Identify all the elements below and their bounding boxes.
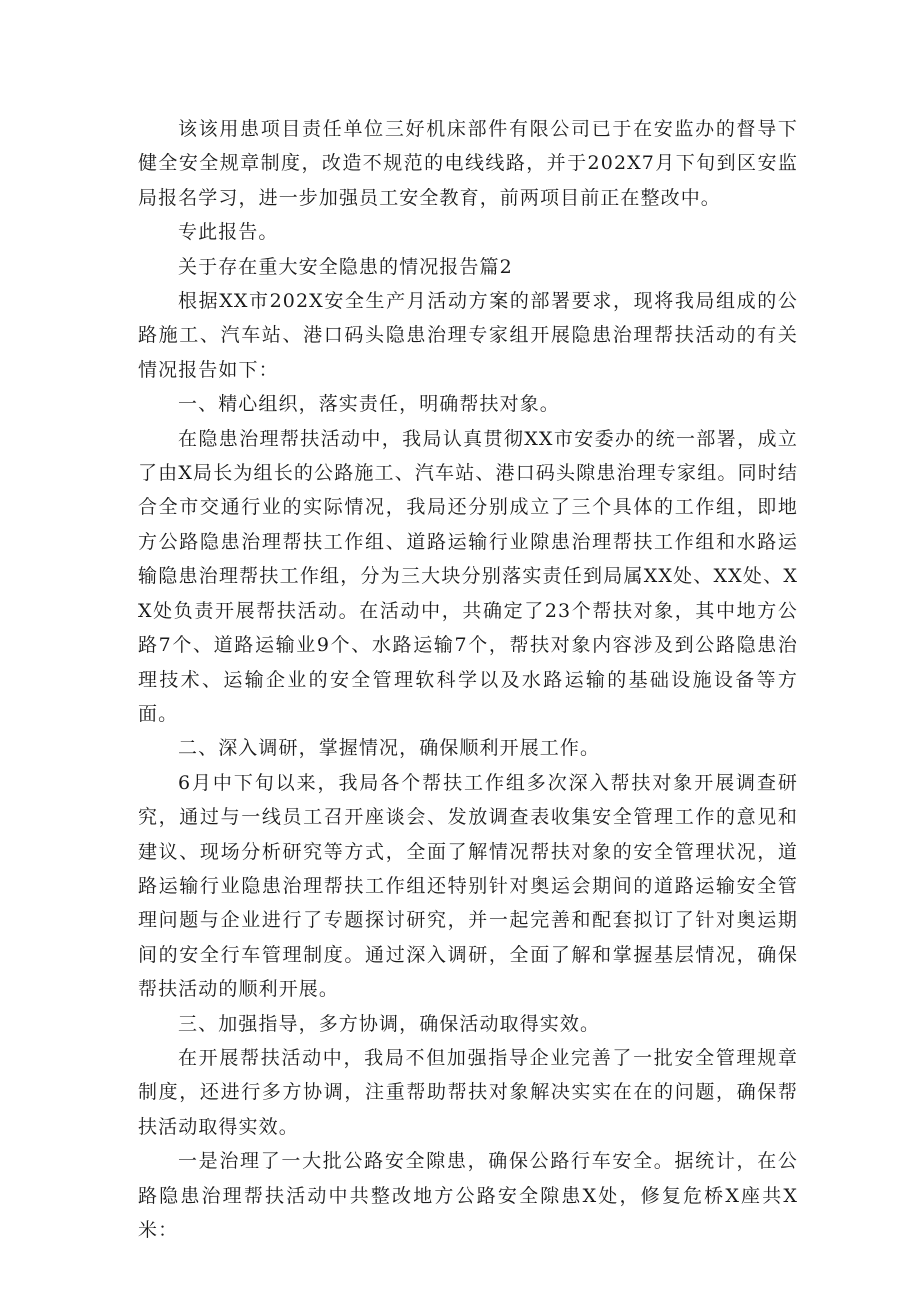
paragraph-rectification: 该该用患项目责任单位三好机床部件有限公司已于在安监办的督导下健全安全规章制度，改造不规范的电线线路，并于202X7月下旬到区安监局报名学习，进一步加强员工安全教育，前两项目前正在整改中。 — [138, 118, 798, 209]
paragraph-section-2: 6月中下旬以来，我局各个帮扶工作组多次深入帮扶对象开展调查研究，通过与一线员工召开座谈会、发放调查表收集安全管理工作的意见和建议、现场分析研究等方式，全面了解情况帮扶对象的安全管理状况，道路运输行业隐患治理帮扶工作组还特别针对奥运会期间的道路运输安全管理问题与企业进行了专题探讨研究，并一起完善和配套拟订了针对奥运期间的安全行车管理制度。通过深入调研，全面了解和掌握基层情况，确保帮扶活动的顺利开展。 — [138, 771, 798, 1001]
paragraph-intro: 根据XX市202X安全生产月活动方案的部署要求，现将我局组成的公路施工、汽车站、港口码头隐患治理专家组开展隐患治理帮扶活动的有关情况报告如下： — [138, 290, 798, 381]
section-heading-1: 一、精心组织，落实责任，明确帮扶对象。 — [178, 393, 560, 416]
document-body — [138, 112, 798, 1247]
report-title: 关于存在重大安全隐患的情况报告篇2 — [178, 255, 513, 278]
paragraph-section-3: 在开展帮扶活动中，我局不但加强指导企业完善了一批安全管理规章制度，还进行多方协调，注重帮助帮扶对象解决实实在在的问题，确保帮扶活动取得实效。 — [138, 1046, 798, 1138]
paragraph-item-1: 一是治理了一大批公路安全隙患，确保公路行车安全。据统计，在公路隐患治理帮扶活动中共整改地方公路安全隙患X处，修复危桥X座共X米： — [138, 1150, 798, 1241]
paragraph-section-1: 在隐患治理帮扶活动中，我局认真贯彻XX市安委办的统一部署，成立了由X局长为组长的公路施工、汽车站、港口码头隙患治理专家组。同时结合全市交通行业的实际情况，我局还分别成立了三个具体的工作组，即地方公路隐患治理帮扶工作组、道路运输行业隙患治理帮扶工作组和水路运输隐患治理帮扶工作组，分为三大块分别落实责任到局属XX处、XX处、XX处负责开展帮扶活动。在活动中，共确定了23个帮扶对象，其中地方公路7个、道路运输业9个、水路运输7个，帮扶对象内容涉及到公路隐患治理技术、运输企业的安全管理软科学以及水路运输的基础设施设备等方面。 — [138, 427, 798, 725]
section-heading-2: 二、深入调研，掌握情况，确保顺利开展工作。 — [178, 737, 601, 760]
section-heading-3: 三、加强指导，多方协调，确保活动取得实效。 — [178, 1012, 601, 1035]
paragraph-closing: 专此报告。 — [178, 221, 279, 244]
